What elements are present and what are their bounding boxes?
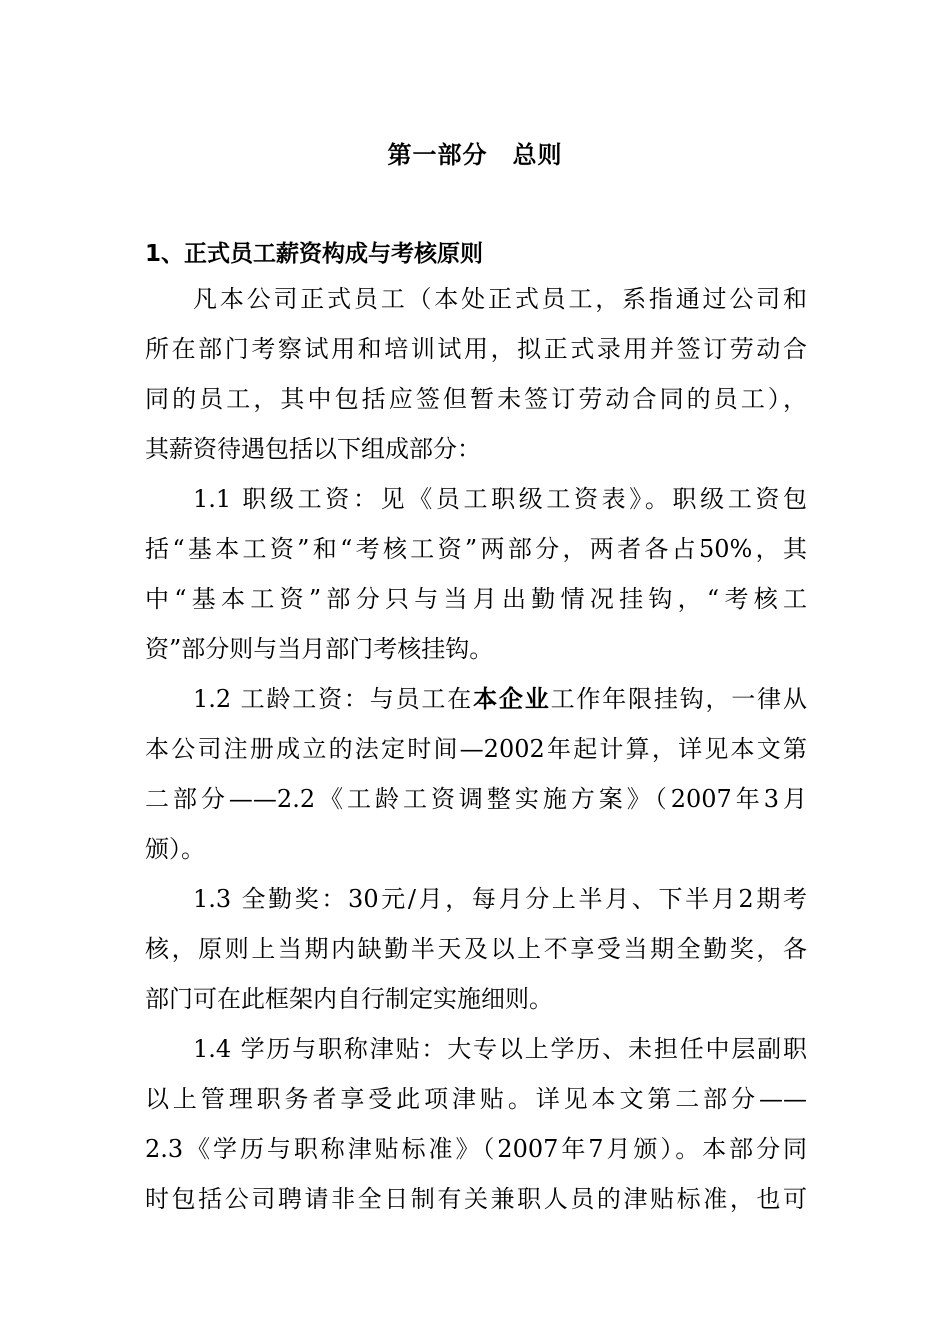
text-line: 其薪资待遇包括以下组成部分： <box>145 435 481 463</box>
text-run: 1.2 工龄工资：与员工在 <box>193 685 474 713</box>
paragraph-1-2 <box>145 674 807 874</box>
text-line: 本公司注册成立的法定时间—2002年起计算，详见本文第 <box>145 735 807 763</box>
page-title: 第一部分 总则 <box>387 141 563 169</box>
text-run: 工作年限挂钩，一律从 <box>550 685 807 713</box>
text-line: 1.4 学历与职称津贴：大专以上学历、未担任中层副职 <box>193 1035 807 1063</box>
text-line: 颁）。 <box>145 835 205 863</box>
text-line: 1.3 全勤奖：30元/月，每月分上半月、下半月2期考 <box>193 885 807 913</box>
section-heading: 1、正式员工薪资构成与考核原则 <box>145 241 484 267</box>
text-line: 括“基本工资”和“考核工资”两部分，两者各占50%，其 <box>145 535 807 563</box>
text-line: 1.1 职级工资：见《员工职级工资表》。职级工资包 <box>193 485 807 513</box>
text-line: 中“基本工资”部分只与当月出勤情况挂钩，“考核工 <box>145 585 807 613</box>
text-line: 2.3《学历与职称津贴标准》（2007年7月颁）。本部分同 <box>145 1135 807 1163</box>
text-line: 核，原则上当期内缺勤半天及以上不享受当期全勤奖，各 <box>145 935 807 963</box>
intro-paragraph <box>145 274 807 474</box>
text-line: 凡本公司正式员工（本处正式员工，系指通过公司和 <box>193 285 807 313</box>
text-line: 二部分——2.2《工龄工资调整实施方案》（2007年3月 <box>145 785 807 813</box>
text-line: 部门可在此框架内自行制定实施细则。 <box>145 985 553 1013</box>
text-line: 资”部分则与当月部门考核挂钩。 <box>145 635 494 663</box>
text-line: 所在部门考察试用和培训试用，拟正式录用并签订劳动合 <box>145 335 807 363</box>
text-line: 以上管理职务者享受此项津贴。详见本文第二部分—— <box>145 1085 807 1113</box>
paragraph-1-4 <box>145 1024 807 1224</box>
emphasis-text: 本企业 <box>473 685 551 713</box>
text-line: 时包括公司聘请非全日制有关兼职人员的津贴标准，也可 <box>145 1185 807 1213</box>
paragraph-1-3 <box>145 874 807 1024</box>
text-line: 同的员工，其中包括应签但暂未签订劳动合同的员工）， <box>145 385 807 413</box>
text-line <box>145 674 807 724</box>
paragraph-1-1 <box>145 474 807 674</box>
